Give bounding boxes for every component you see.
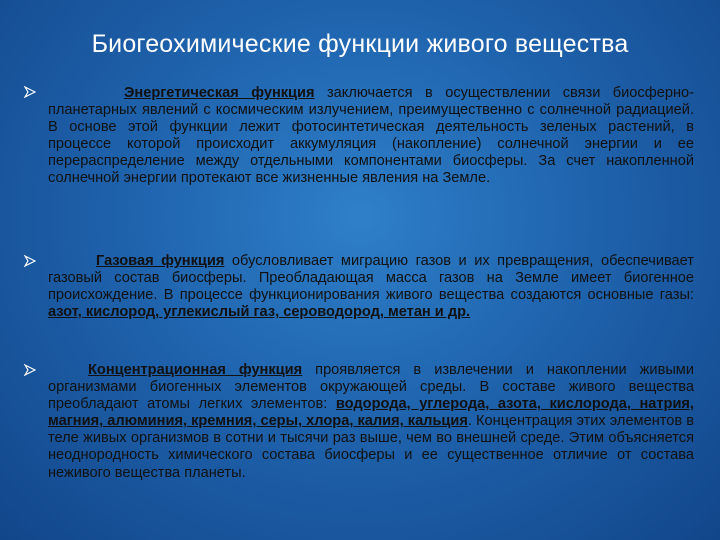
arrow-bullet-icon: [24, 364, 38, 378]
paragraph-text: проявляется в извлечении и накоплении живыми организмами биогенных элементов окружающей среды. В составе живого вещества преобладают атомы легких элементов:: [48, 362, 694, 413]
term-concentration-function: Концентрационная функция: [88, 362, 303, 378]
paragraph-text: обусловливает миграцию газов и их превращения, обеспечивает газовый состав биосферы. Преобладающая масса газов на Земле имеет биогенное происхождение. В процессе функционирования живого вещества создаются основные газы:: [48, 253, 694, 304]
element-list: водорода, углерода, азота, кислорода, натрия, магния, алюминия, кремния, серы, хлора, калия, кальция: [48, 396, 694, 430]
term-energy-function: Энергетическая функция: [124, 85, 315, 101]
arrow-bullet-icon: [24, 86, 38, 100]
paragraph-gas-function: [48, 253, 694, 321]
gas-list: азот, кислород, углекислый газ, сероводород, метан и др.: [48, 304, 471, 321]
paragraph-energy-function: [48, 85, 694, 188]
paragraph-text: заключается в осуществлении связи биосферно-планетарных явлений с космическим излучением, преимущественно с солнечной радиацией. В основе этой функции лежит фотосинтетическая деятельность зеленых растений, в процессе которой происходит аккумуляция (накопление) солнечной энергии и ее перераспределение между отдельными компонентами биосферы. За счет накопленной солнечной энергии протекают все жизненные явления на Земле.: [48, 85, 694, 187]
slide-title: Биогеохимические функции живого вещества: [91, 30, 629, 58]
term-gas-function: Газовая функция: [96, 253, 225, 269]
arrow-bullet-icon: [24, 255, 38, 269]
paragraph-concentration-function: [48, 362, 694, 482]
paragraph-text-after: . Концентрация этих элементов в теле живых организмов в сотни и тысячи раз выше, чем во внешней среде. Этим объясняется неоднородность химического состава биосферы и ее существенное отличие от состава неживого вещества планеты.: [48, 413, 694, 481]
